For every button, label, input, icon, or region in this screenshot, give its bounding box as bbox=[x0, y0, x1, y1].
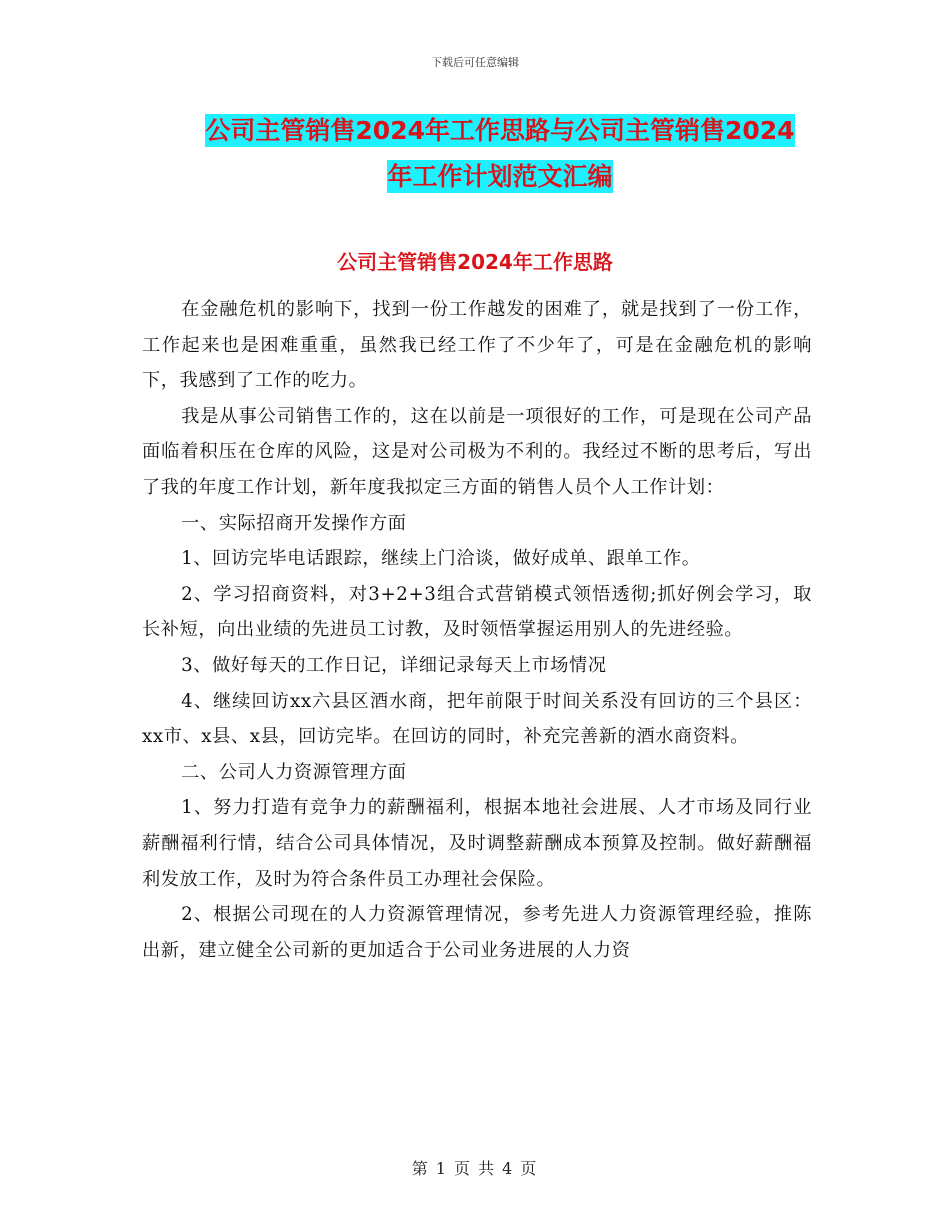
paragraph: 一、实际招商开发操作方面 bbox=[181, 512, 407, 534]
footer-prefix: 第 bbox=[411, 1159, 430, 1178]
body-text bbox=[142, 292, 812, 968]
footer-mid2: 共 bbox=[478, 1159, 497, 1178]
paragraph: 2、根据公司现在的人力资源管理情况，参考先进人力资源管理经验，推陈出新，建立健全公司新的更加适合于公司业务进展的人力资 bbox=[142, 904, 812, 961]
document-title-line2: 年工作计划范文汇编 bbox=[387, 162, 613, 191]
footer-mid1: 页 bbox=[453, 1159, 472, 1178]
paragraph: 1、努力打造有竞争力的薪酬福利，根据本地社会进展、人才市场及同行业薪酬福利行情，结合公司具体情况，及时调整薪酬成本预算及控制。做好薪酬福利发放工作，及时为符合条件员工办理社会保险。 bbox=[142, 797, 812, 890]
paragraph: 我是从事公司销售工作的，这在以前是一项很好的工作，可是现在公司产品面临着积压在仓库的风险，这是对公司极为不利的。我经过不断的思考后，写出了我的年度工作计划，新年度我拟定三方面的销售人员个人工作计划： bbox=[142, 405, 812, 498]
section-title: 公司主管销售2024年工作思路 bbox=[337, 250, 613, 274]
paragraph: 4、继续回访xx六县区酒水商，把年前限于时间关系没有回访的三个县区：xx市、x县、x县，回访完毕。在回访的同时，补充完善新的酒水商资料。 bbox=[142, 690, 812, 748]
paragraph: 在金融危机的影响下，找到一份工作越发的困难了，就是找到了一份工作，工作起来也是困难重重，虽然我已经工作了不少年了，可是在金融危机的影响下，我感到了工作的吃力。 bbox=[142, 299, 812, 392]
footer-total-pages: 4 bbox=[502, 1159, 515, 1178]
document-title-line1: 公司主管销售2024年工作思路与公司主管销售2024 bbox=[205, 116, 795, 145]
paragraph: 1、回访完毕电话跟踪，继续上门洽谈，做好成单、跟单工作。 bbox=[181, 548, 701, 570]
footer-suffix: 页 bbox=[520, 1159, 539, 1178]
footer-page-number: 1 bbox=[435, 1159, 448, 1178]
paragraph: 二、公司人力资源管理方面 bbox=[181, 761, 407, 783]
header-note: 下载后可任意编辑 bbox=[431, 56, 519, 69]
paragraph: 2、学习招商资料，对3+2+3组合式营销模式领悟透彻;抓好例会学习，取长补短，向出业绩的先进员工讨教，及时领悟掌握运用别人的先进经验。 bbox=[142, 583, 812, 641]
page-footer bbox=[0, 1156, 950, 1179]
document-title bbox=[140, 108, 860, 200]
paragraph: 3、做好每天的工作日记，详细记录每天上市场情况 bbox=[181, 654, 607, 676]
